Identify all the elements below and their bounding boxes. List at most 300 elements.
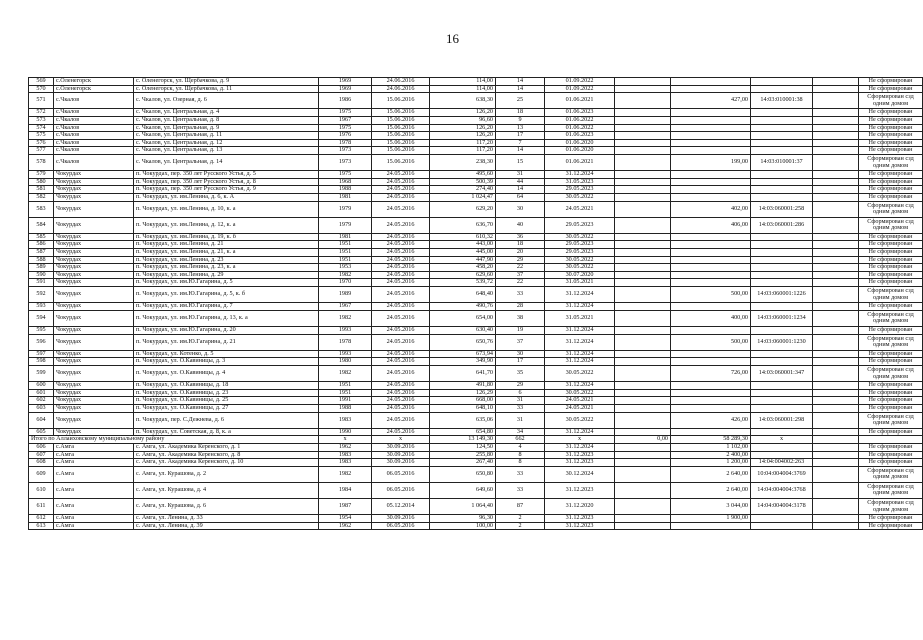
row-number-cell: 603 (29, 404, 54, 412)
year-cell: 1983 (319, 459, 372, 467)
date-cell: 15.06.2016 (372, 132, 430, 140)
year-cell: 1967 (319, 116, 372, 124)
deadline-cell: 31.12.2024 (545, 171, 615, 179)
cadastral-number-cell (751, 178, 813, 186)
deadline-cell: 31.12.2024 (545, 303, 615, 311)
date-cell: 15.06.2016 (372, 93, 430, 109)
row-number-cell: 584 (29, 217, 54, 233)
address-cell: с. Чкалов, ул. Центральная, д. 14 (134, 154, 319, 170)
year-cell: 1962 (319, 443, 372, 451)
extra-cell (813, 193, 859, 201)
address-cell: п. Чокурдах, пер. 350 лет Русского Устья, д. 5 (134, 171, 319, 179)
residents-cell: 35 (496, 365, 545, 381)
land-area-cell (671, 132, 751, 140)
cadastral-number-cell: 14:04:004002:263 (751, 459, 813, 467)
extra-cell (813, 85, 859, 93)
address-cell: п. Чокурдах, ул. Советская, д. 8, к. а (134, 428, 319, 436)
table-row (29, 78, 923, 86)
area-cell: 1 024,47 (430, 193, 496, 201)
deadline-cell: 30.05.2022 (545, 389, 615, 397)
deadline-cell: 29.05.2023 (545, 217, 615, 233)
settlement-cell: с.Амга (54, 459, 134, 467)
year-cell: 1979 (319, 201, 372, 217)
row-number-cell: 571 (29, 93, 54, 109)
year-cell: 1970 (319, 279, 372, 287)
extra-cell (813, 522, 859, 530)
settlement-cell: Чокурдах (54, 358, 134, 366)
date-cell: 24.05.2016 (372, 397, 430, 405)
cadastral-number-cell (751, 249, 813, 257)
year-cell: 1988 (319, 186, 372, 194)
deadline-cell: 01.06.2020 (545, 147, 615, 155)
address-cell: с. Амга, ул. Курашова, д. 4 (134, 482, 319, 498)
row-number-cell: 575 (29, 132, 54, 140)
status-cell: Не сформирован (859, 515, 923, 523)
date-cell: 15.06.2016 (372, 147, 430, 155)
cadastral-number-cell (751, 327, 813, 335)
area-cell: 124,50 (430, 443, 496, 451)
land-area-cell (671, 124, 751, 132)
row-number-cell: 599 (29, 365, 54, 381)
year-cell: 1986 (319, 93, 372, 109)
year-cell: 1984 (319, 482, 372, 498)
value-cell (615, 350, 671, 358)
extra-cell (813, 264, 859, 272)
status-cell: Сформирован сзд одним домом (859, 482, 923, 498)
deadline-cell: 24.05.2021 (545, 201, 615, 217)
area-cell: 673,94 (430, 350, 496, 358)
row-number-cell: 604 (29, 412, 54, 428)
row-number-cell: 581 (29, 186, 54, 194)
status-cell: Не сформирован (859, 397, 923, 405)
settlement-cell: Чокурдах (54, 233, 134, 241)
land-area-cell: 426,00 (671, 412, 751, 428)
cadastral-number-cell: 14:03:010001:38 (751, 93, 813, 109)
year-cell: 1990 (319, 428, 372, 436)
settlement-cell: Чокурдах (54, 264, 134, 272)
settlement-cell: Чокурдах (54, 428, 134, 436)
deadline-cell: 31.12.2024 (545, 382, 615, 390)
row-number-cell: 606 (29, 443, 54, 451)
year-cell: 1981 (319, 233, 372, 241)
address-cell: с. Амга, ул. Курашова, д. 2 (134, 466, 319, 482)
value-cell (615, 186, 671, 194)
table-row (29, 93, 923, 109)
settlement-cell: Чокурдах (54, 334, 134, 350)
cadastral-number-cell: 14:03:060001:1226 (751, 287, 813, 303)
deadline-cell: 30.05.2022 (545, 264, 615, 272)
cadastral-number-cell (751, 443, 813, 451)
status-cell: Сформирован сзд одним домом (859, 154, 923, 170)
status-cell: Не сформирован (859, 109, 923, 117)
year-cell: 1981 (319, 193, 372, 201)
status-cell: Сформирован сзд одним домом (859, 499, 923, 515)
status-cell: Не сформирован (859, 451, 923, 459)
settlement-cell: с.Оленегорск (54, 78, 134, 86)
status-cell: Не сформирован (859, 327, 923, 335)
cadastral-number-cell: 14:04:004004:3178 (751, 499, 813, 515)
status-cell: Не сформирован (859, 264, 923, 272)
extra-cell (813, 358, 859, 366)
row-number-cell: 578 (29, 154, 54, 170)
land-area-cell: 2 640,00 (671, 466, 751, 482)
residents-cell: 15 (496, 154, 545, 170)
year-cell: 1968 (319, 178, 372, 186)
date-cell: 24.05.2016 (372, 404, 430, 412)
year-cell: 1951 (319, 241, 372, 249)
deadline-cell: 31.12.2024 (545, 287, 615, 303)
area-cell: 100,00 (430, 522, 496, 530)
extra-cell (813, 241, 859, 249)
table-body (29, 78, 923, 530)
extra-cell (813, 93, 859, 109)
address-cell: п. Чокурдах, ул. им.Ленина, д. 21, к. а (134, 249, 319, 257)
row-number-cell: 591 (29, 279, 54, 287)
area-cell: 649,60 (430, 482, 496, 498)
cadastral-number-cell: х (751, 436, 813, 444)
value-cell: 0,00 (615, 436, 671, 444)
extra-cell (813, 436, 859, 444)
status-cell: Не сформирован (859, 78, 923, 86)
deadline-cell: 31.12.2020 (545, 499, 615, 515)
table-row (29, 482, 923, 498)
value-cell (615, 389, 671, 397)
address-cell: с. Чкалов, ул. Центральная, д. 13 (134, 147, 319, 155)
settlement-cell: с.Чкалов (54, 116, 134, 124)
status-cell: Не сформирован (859, 178, 923, 186)
date-cell: х (372, 436, 430, 444)
deadline-cell: 31.12.2023 (545, 515, 615, 523)
address-cell: с. Амга, ул. Курашова, д. 6 (134, 499, 319, 515)
extra-cell (813, 217, 859, 233)
residents-cell: 33 (496, 482, 545, 498)
row-number-cell: 580 (29, 178, 54, 186)
address-cell: п. Чокурдах, ул. им.Ленина, д. 10, к. а (134, 201, 319, 217)
year-cell: 1993 (319, 327, 372, 335)
settlement-cell: Чокурдах (54, 303, 134, 311)
cadastral-number-cell (751, 358, 813, 366)
extra-cell (813, 397, 859, 405)
row-number-cell: 586 (29, 241, 54, 249)
row-number-cell: 601 (29, 389, 54, 397)
residents-cell: 17 (496, 358, 545, 366)
cadastral-number-cell (751, 85, 813, 93)
address-cell: п. Чокурдах, пер. 350 лет Русского Устья, д. 9 (134, 186, 319, 194)
year-cell: 1982 (319, 271, 372, 279)
value-cell (615, 116, 671, 124)
status-cell: Сформирован сзд одним домом (859, 287, 923, 303)
deadline-cell: 31.12.2024 (545, 428, 615, 436)
residents-cell: 14 (496, 186, 545, 194)
table-row (29, 412, 923, 428)
residents-cell: 14 (496, 147, 545, 155)
table-row (29, 358, 923, 366)
extra-cell (813, 139, 859, 147)
settlement-cell: Чокурдах (54, 178, 134, 186)
deadline-cell: 24.05.2021 (545, 397, 615, 405)
address-cell: п. Чокурдах, пер. 350 лет Русского Устья, д. 8 (134, 178, 319, 186)
row-number-cell: 582 (29, 193, 54, 201)
deadline-cell: 01.06.2022 (545, 116, 615, 124)
value-cell (615, 365, 671, 381)
row-number-cell: 593 (29, 303, 54, 311)
settlement-cell: с.Амга (54, 466, 134, 482)
table-row (29, 279, 923, 287)
land-area-cell (671, 350, 751, 358)
cadastral-number-cell (751, 264, 813, 272)
land-area-cell: 58 289,30 (671, 436, 751, 444)
value-cell (615, 382, 671, 390)
settlement-cell: с.Амга (54, 443, 134, 451)
extra-cell (813, 428, 859, 436)
extra-cell (813, 334, 859, 350)
residents-cell: 30 (496, 350, 545, 358)
area-cell: 650,76 (430, 334, 496, 350)
table-row (29, 365, 923, 381)
land-area-cell (671, 85, 751, 93)
deadline-cell: 31.12.2023 (545, 482, 615, 498)
row-number-cell: 572 (29, 109, 54, 117)
residents-cell: 8 (496, 459, 545, 467)
residents-cell: 2 (496, 522, 545, 530)
land-area-cell: 1 900,00 (671, 515, 751, 523)
cadastral-number-cell (751, 389, 813, 397)
address-cell: с. Амга, ул. Академика Керенского, д. 10 (134, 459, 319, 467)
year-cell: 1993 (319, 350, 372, 358)
extra-cell (813, 443, 859, 451)
date-cell: 30.09.2016 (372, 443, 430, 451)
land-area-cell (671, 271, 751, 279)
settlement-cell: с.Чкалов (54, 93, 134, 109)
deadline-cell: х (545, 436, 615, 444)
deadline-cell: 31.05.2021 (545, 279, 615, 287)
deadline-cell: 31.05.2021 (545, 310, 615, 326)
date-cell: 24.05.2016 (372, 217, 430, 233)
row-number-cell: 594 (29, 310, 54, 326)
land-area-cell (671, 327, 751, 335)
status-cell: Не сформирован (859, 193, 923, 201)
land-area-cell (671, 249, 751, 257)
date-cell: 24.06.2016 (372, 78, 430, 86)
address-cell: с. Амга, ул. Ленина, д. 33 (134, 515, 319, 523)
address-cell: с. Оленегорск, ул. Щербачкова, д. 9 (134, 78, 319, 86)
extra-cell (813, 249, 859, 257)
deadline-cell: 01.06.2021 (545, 93, 615, 109)
settlement-cell: Чокурдах (54, 271, 134, 279)
row-number-cell: 607 (29, 451, 54, 459)
date-cell: 24.05.2016 (372, 279, 430, 287)
residents-cell: 29 (496, 256, 545, 264)
settlement-cell: Чокурдах (54, 389, 134, 397)
area-cell: 610,32 (430, 233, 496, 241)
cadastral-number-cell (751, 350, 813, 358)
cadastral-number-cell (751, 241, 813, 249)
cadastral-number-cell (751, 109, 813, 117)
deadline-cell: 30.05.2022 (545, 365, 615, 381)
row-number-cell: 588 (29, 256, 54, 264)
status-cell: Не сформирован (859, 249, 923, 257)
area-cell: 1 064,40 (430, 499, 496, 515)
date-cell: 24.05.2016 (372, 249, 430, 257)
area-cell: 629,20 (430, 201, 496, 217)
row-number-cell: 609 (29, 466, 54, 482)
status-cell: Не сформирован (859, 85, 923, 93)
deadline-cell: 29.05.2023 (545, 186, 615, 194)
date-cell: 24.05.2016 (372, 287, 430, 303)
status-cell: Не сформирован (859, 186, 923, 194)
table-row (29, 217, 923, 233)
deadline-cell: 24.05.2021 (545, 404, 615, 412)
land-area-cell: 406,00 (671, 217, 751, 233)
status-cell: Не сформирован (859, 139, 923, 147)
address-cell: п. Чокурдах, ул. им.Ленина, д. 12, к. а (134, 217, 319, 233)
settlement-cell: Чокурдах (54, 287, 134, 303)
status-cell: Не сформирован (859, 147, 923, 155)
date-cell: 24.05.2016 (372, 365, 430, 381)
date-cell: 24.05.2016 (372, 171, 430, 179)
residents-cell: 18 (496, 109, 545, 117)
deadline-cell: 30.05.2022 (545, 193, 615, 201)
date-cell: 24.05.2016 (372, 241, 430, 249)
settlement-cell: Чокурдах (54, 327, 134, 335)
extra-cell (813, 350, 859, 358)
address-cell: п. Чокурдах, ул. О.Кавиницы, д. 18 (134, 382, 319, 390)
land-area-cell: 2 400,00 (671, 451, 751, 459)
cadastral-number-cell: 14:04:004004:3768 (751, 482, 813, 498)
settlement-cell: Чокурдах (54, 249, 134, 257)
area-cell: 238,30 (430, 154, 496, 170)
year-cell: 1979 (319, 217, 372, 233)
land-area-cell: 427,00 (671, 93, 751, 109)
date-cell: 15.06.2016 (372, 139, 430, 147)
year-cell: 1976 (319, 132, 372, 140)
value-cell (615, 132, 671, 140)
extra-cell (813, 389, 859, 397)
value-cell (615, 154, 671, 170)
land-area-cell (671, 233, 751, 241)
year-cell: 1982 (319, 310, 372, 326)
area-cell: 668,00 (430, 397, 496, 405)
row-number-cell: 598 (29, 358, 54, 366)
value-cell (615, 201, 671, 217)
residents-cell: 13 (496, 124, 545, 132)
area-cell: 96,30 (430, 515, 496, 523)
deadline-cell: 29.05.2023 (545, 249, 615, 257)
residents-cell: 33 (496, 287, 545, 303)
deadline-cell: 29.05.2023 (545, 241, 615, 249)
row-number-cell: 592 (29, 287, 54, 303)
extra-cell (813, 459, 859, 467)
area-cell: 349,90 (430, 358, 496, 366)
status-cell: Не сформирован (859, 382, 923, 390)
date-cell: 15.06.2016 (372, 124, 430, 132)
cadastral-number-cell (751, 147, 813, 155)
row-number-cell: 585 (29, 233, 54, 241)
value-cell (615, 287, 671, 303)
date-cell: 24.05.2016 (372, 201, 430, 217)
year-cell: 1951 (319, 256, 372, 264)
area-cell: 539,72 (430, 279, 496, 287)
year-cell: 1975 (319, 171, 372, 179)
status-cell: Не сформирован (859, 350, 923, 358)
cadastral-number-cell (751, 193, 813, 201)
land-area-cell (671, 78, 751, 86)
settlement-cell: с.Амга (54, 522, 134, 530)
cadastral-number-cell (751, 78, 813, 86)
area-cell: 114,00 (430, 78, 496, 86)
address-cell: п. Чокурдах, ул. им.Ю.Гагарина, д. 5 (134, 279, 319, 287)
land-area-cell (671, 256, 751, 264)
extra-cell (813, 271, 859, 279)
year-cell: 1951 (319, 382, 372, 390)
deadline-cell: 01.06.2023 (545, 132, 615, 140)
settlement-cell: Чокурдах (54, 217, 134, 233)
cadastral-number-cell (751, 404, 813, 412)
year-cell: 1982 (319, 365, 372, 381)
table-row (29, 443, 923, 451)
address-cell: с. Амга, ул. Академика Керенского, д. 8 (134, 451, 319, 459)
land-area-cell: 402,00 (671, 201, 751, 217)
date-cell: 24.05.2016 (372, 193, 430, 201)
address-cell: п. Чокурдах, ул. им.Ленина, д. 21 (134, 241, 319, 249)
row-number-cell: 573 (29, 116, 54, 124)
area-cell: 638,30 (430, 93, 496, 109)
address-cell: с. Чкалов, ул. Центральная, д. 11 (134, 132, 319, 140)
cadastral-number-cell (751, 397, 813, 405)
land-area-cell (671, 382, 751, 390)
value-cell (615, 249, 671, 257)
address-cell: с. Оленегорск, ул. Щербачкова, д. 11 (134, 85, 319, 93)
status-cell: Не сформирован (859, 233, 923, 241)
date-cell: 06.05.2016 (372, 466, 430, 482)
land-area-cell (671, 171, 751, 179)
status-cell: Сформирован сзд одним домом (859, 310, 923, 326)
settlement-cell: с.Чкалов (54, 109, 134, 117)
date-cell: 05.12.2014 (372, 499, 430, 515)
area-cell: 267,40 (430, 459, 496, 467)
value-cell (615, 193, 671, 201)
status-cell: Сформирован сзд одним домом (859, 201, 923, 217)
extra-cell (813, 303, 859, 311)
date-cell: 24.06.2016 (372, 85, 430, 93)
area-cell: 490,76 (430, 303, 496, 311)
extra-cell (813, 499, 859, 515)
extra-cell (813, 466, 859, 482)
date-cell: 24.05.2016 (372, 350, 430, 358)
year-cell: 1951 (319, 249, 372, 257)
date-cell: 24.05.2016 (372, 428, 430, 436)
deadline-cell: 30.07.2020 (545, 271, 615, 279)
address-cell: п. Чокурдах, ул. им.Ленина, д. 19, к. б (134, 233, 319, 241)
area-cell: 114,00 (430, 85, 496, 93)
cadastral-number-cell (751, 279, 813, 287)
area-cell: 117,20 (430, 147, 496, 155)
date-cell: 24.05.2016 (372, 233, 430, 241)
extra-cell (813, 287, 859, 303)
year-cell: 1991 (319, 397, 372, 405)
value-cell (615, 482, 671, 498)
residents-cell: 37 (496, 271, 545, 279)
settlement-cell: с.Чкалов (54, 132, 134, 140)
address-cell: п. Чокурдах, ул. О.Кавиницы, д. 23 (134, 389, 319, 397)
settlement-cell: с.Оленегорск (54, 85, 134, 93)
value-cell (615, 522, 671, 530)
residents-cell: 31 (496, 412, 545, 428)
land-area-cell: 500,00 (671, 287, 751, 303)
cadastral-number-cell (751, 515, 813, 523)
year-cell: 1978 (319, 139, 372, 147)
cadastral-number-cell (751, 382, 813, 390)
